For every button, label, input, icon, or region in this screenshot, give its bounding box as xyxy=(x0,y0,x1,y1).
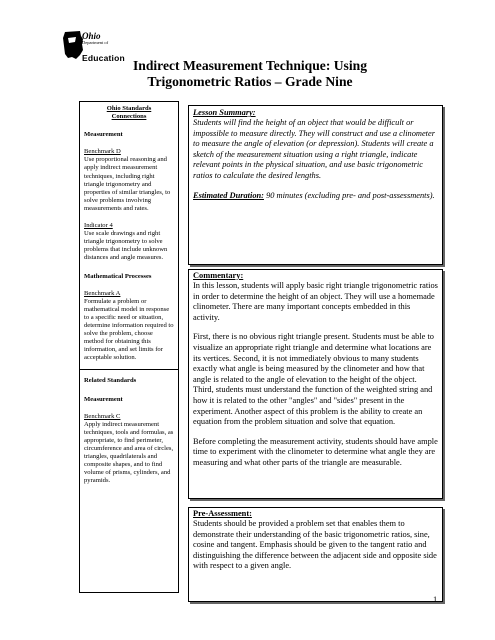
commentary-paragraph-3: Before completing the measurement activity, students should have ample time to experiment with the clinometer to determine what angle they are measuring and what other parts of the triangle are measurable. xyxy=(193,436,438,467)
commentary-paragraph-2: First, there is no obvious right triangle present. Students must be able to visualize an appropriate right triangle and determine what locations are its vertices. Second, it is not immediately obvious to many students exactly what angle is being measured by the clinometer and how that angle is related to the angle of elevation to the height of the object. Third, students must understand the function of the weighted string and how it is related to the other "angles" and "sides" present in the experiment. Another aspect of this problem is the ability to create an equation from the problem situation and solve that equation. xyxy=(193,332,434,427)
benchmark-c-label: Benchmark C xyxy=(84,412,121,420)
sidebar-section-measurement: Measurement xyxy=(84,131,123,139)
benchmark-d-text: Use proportional reasoning and apply indirect measurement techniques, including right triangle trigonometry and properties of similar triangles, to solve problems involving measurements and rates. xyxy=(84,156,171,212)
indicator-4-text: Use scale drawings and right triangle trigonometry to solve problems that include unknown distances and angle measures. xyxy=(84,230,168,262)
pre-assessment-heading: Pre-Assessment: xyxy=(193,509,252,518)
lesson-summary-box xyxy=(188,105,443,265)
title-line-1: Indirect Measurement Technique: Using xyxy=(132,58,367,73)
document-title xyxy=(110,58,390,90)
benchmark-c-text: Apply indirect measurement techniques, tools and formulas, as appropriate, to find perimeter, circumference and area of circles, triangles, quadrilaterals and composite shapes, and to find volume of prisms, cylinders, and pyramids. xyxy=(84,420,174,485)
estimated-duration-text: 90 minutes (excluding pre- and post-assessments). xyxy=(263,190,435,200)
title-line-2: Trigonometric Ratios – Grade Nine xyxy=(147,74,353,89)
sidebar-divider xyxy=(80,369,178,370)
pre-assessment-text: Students should be provided a problem set that enables them to demonstrate their understanding of the basic trigonometric ratios, sine, cosine and tangent. Emphasis should be given to the tangent ratio and distinguishing the difference between the adjacent side and opposite side with respect to a given angle. xyxy=(193,519,437,571)
sidebar-section-measurement-2: Measurement xyxy=(84,395,123,403)
commentary-box xyxy=(188,269,443,499)
benchmark-a-label: Benchmark A xyxy=(84,289,121,297)
lesson-summary-heading: Lesson Summary: xyxy=(193,108,256,117)
commentary-paragraph-1: In this lesson, students will apply basic right triangle trigonometric ratios in order to determine the height of an object. They will use a homemade clinometer. There are many important concepts embedded in this activity. xyxy=(193,281,438,322)
sidebar-header xyxy=(84,105,174,121)
ohio-state-icon xyxy=(62,30,84,60)
benchmark-a-text: Formulate a problem or mathematical model in response to a specific need or situation, determine information required to solve the problem, choose method for obtaining this information, and set limits for acceptable solution. xyxy=(84,297,174,362)
ohio-word: Ohio xyxy=(82,31,101,41)
sidebar-header-line-1: Ohio Standards xyxy=(106,105,152,112)
sidebar-section-related: Related Standards xyxy=(84,377,137,385)
standards-sidebar xyxy=(79,101,179,593)
department-of-text: Department of xyxy=(82,40,109,45)
benchmark-d-label: Benchmark D xyxy=(84,148,121,156)
commentary-heading: Commentary: xyxy=(193,271,244,280)
page-number: 1 xyxy=(433,595,438,604)
sidebar-section-math-processes: Mathematical Processes xyxy=(84,272,152,280)
lesson-summary-text: Students will find the height of an object that would be difficult or impossible to measure directly. They will construct and use a clinometer to measure the angle of elevation (or depression). Students will create a sketch of the measurement situation using a right triangle, indicate relevant points in the physical situation, and use basic trigonometric ratios to calculate the desired lengths. xyxy=(193,118,435,180)
estimated-duration-heading: Estimated Duration: xyxy=(193,190,264,200)
indicator-4-label: Indicator 4 xyxy=(84,222,113,230)
education-label: Education xyxy=(82,53,125,63)
estimated-duration xyxy=(193,191,438,202)
sidebar-header-line-2: Connections xyxy=(111,113,147,121)
pre-assessment-box xyxy=(188,507,443,602)
department-of-label xyxy=(82,31,109,45)
